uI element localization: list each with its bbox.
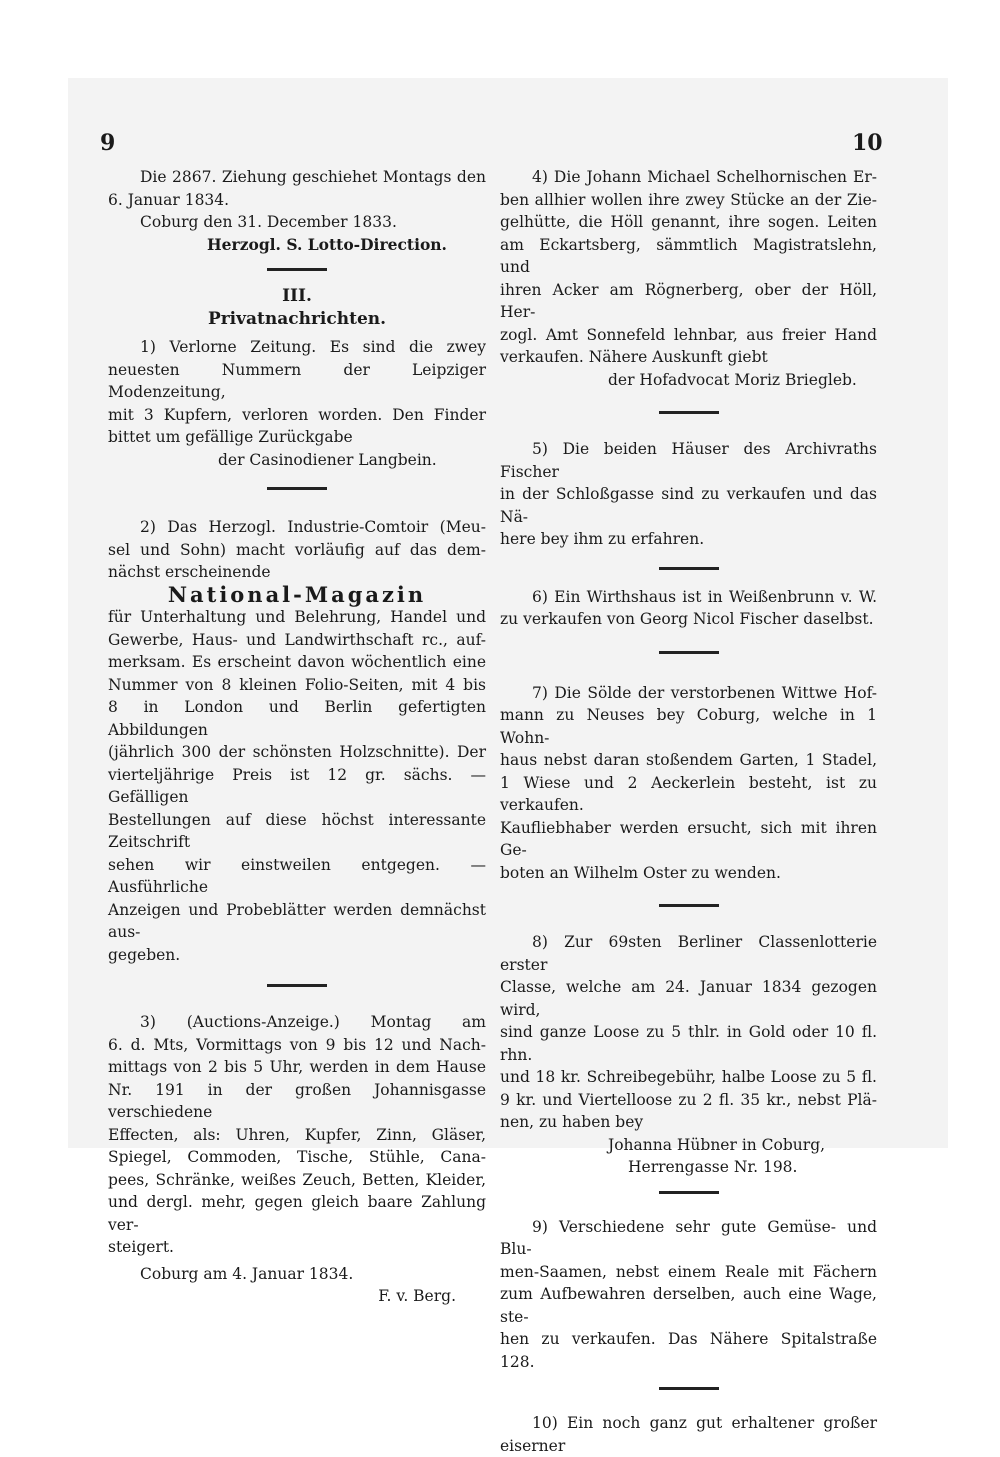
ad-signature-address: Herrengasse Nr. 198.	[628, 1158, 798, 1176]
ad-line: Effecten, als: Uhren, Kupfer, Zinn, Gläser,	[108, 1125, 486, 1144]
ad-line: (jährlich 300 der schönsten Holzschnitte). Der	[108, 743, 486, 761]
ad-line: 8 in London und Berlin gefertigten Abbildungen	[108, 698, 486, 739]
ad-line: 5) Die beiden Häuser des Archivraths Fischer	[500, 440, 877, 481]
ad-line: 1 Wiese und 2 Aeckerlein besteht, ist zu verkaufen.	[500, 773, 877, 814]
ad-line: zu verkaufen von Georg Nicol Fischer daselbst.	[500, 610, 874, 628]
ad-line: am Eckartsberg, sämmtlich Magistratslehn, und	[500, 235, 877, 276]
lottery-notice-line: Die 2867. Ziehung geschiehet Montags den	[140, 168, 486, 186]
place-date: Coburg am 4. Januar 1834.	[140, 1264, 354, 1283]
ad-line: verkaufen. Nähere Auskunft giebt	[500, 348, 768, 366]
ad-line: here bey ihm zu erfahren.	[500, 530, 705, 548]
ad-signature: der Hofadvocat Moriz Briegleb.	[608, 370, 857, 389]
divider	[659, 651, 719, 654]
ad-line: Classe, welche am 24. Januar 1834 gezogen wird,	[500, 978, 877, 1019]
ad-line: mittags von 2 bis 5 Uhr, werden in dem Hause	[108, 1058, 486, 1076]
ad-line: gelhütte, die Höll genannt, ihre sogen. Leiten	[500, 213, 877, 231]
ad-line: sind ganze Loose zu 5 thlr. in Gold oder 10 fl. rhn.	[500, 1023, 877, 1064]
ad-line: boten an Wilhelm Oster zu wenden.	[500, 863, 781, 882]
ad-line: in der Schloßgasse sind zu verkaufen und das Nä-	[500, 485, 877, 526]
divider	[659, 567, 719, 570]
ad-line: gegeben.	[108, 945, 181, 964]
ad-line: 10) Ein noch ganz gut erhaltener großer eiserner	[500, 1414, 877, 1455]
ad-line: 9 kr. und Viertelloose zu 2 fl. 35 kr., nebst Plä-	[500, 1090, 877, 1109]
ad-line: 6) Ein Wirthshaus ist in Weißenbrunn v. W.	[532, 587, 877, 606]
ad-line: Anzeigen und Probeblätter werden demnächst aus-	[108, 900, 486, 941]
ad-line: 9) Verschiedene sehr gute Gemüse- und Blu-	[500, 1217, 877, 1258]
ad-line: nächst erscheinende	[108, 563, 271, 581]
ad-line: Spiegel, Commoden, Tische, Stühle, Cana-	[108, 1148, 486, 1166]
lottery-notice-line: 6. Januar 1834.	[108, 190, 230, 209]
ad-line: nen, zu haben bey	[500, 1113, 644, 1131]
authority-signature: Herzogl. S. Lotto-Direction.	[207, 234, 447, 254]
left-column	[108, 166, 486, 1308]
divider	[659, 1387, 719, 1390]
ad-line: vierteljährige Preis ist 12 gr. sächs. — Gefälligen	[108, 765, 486, 806]
page-number-right: 10	[852, 130, 883, 156]
ad-line: Gewerbe, Haus- und Landwirthschaft rc., auf-	[108, 630, 486, 649]
ad-line: steigert.	[108, 1238, 174, 1256]
ad-line: sehen wir einstweilen entgegen. — Ausführliche	[108, 855, 486, 896]
ad-line: ihren Acker am Rögnerberg, ober der Höll, Her-	[500, 280, 877, 321]
divider	[267, 984, 327, 987]
ad-line: und 18 kr. Schreibegebühr, halbe Loose zu 5 fl.	[500, 1068, 877, 1086]
ad-line: mit 3 Kupfern, verloren worden. Den Finder	[108, 405, 486, 424]
ad-line: Nummer von 8 kleinen Folio-Seiten, mit 4 bis	[108, 675, 486, 694]
magazine-title: National-Magazin	[167, 581, 427, 607]
ad-line: hen zu verkaufen. Das Nähere Spitalstraße 128.	[500, 1330, 877, 1371]
ad-line: 7) Die Sölde der verstorbenen Wittwe Hof-	[532, 683, 877, 702]
ad-line: men-Saamen, nebst einem Reale mit Fächern	[500, 1262, 877, 1281]
section-title: Privatnachrichten.	[207, 308, 387, 329]
ad-signature: F. v. Berg.	[378, 1287, 456, 1305]
ad-line: merksam. Es erscheint davon wöchentlich eine	[108, 653, 486, 671]
ad-line: 8) Zur 69sten Berliner Classenlotterie erster	[500, 933, 877, 974]
ad-line: Bestellungen auf diese höchst interessante Zeitschrift	[108, 810, 486, 851]
ad-line: 3) (Auctions-Anzeige.) Montag am	[140, 1013, 486, 1031]
ad-line: für Unterhaltung und Belehrung, Handel und	[108, 608, 486, 626]
ad-line: zum Aufbewahren derselben, auch eine Wage, ste-	[500, 1285, 877, 1326]
section-numeral: III.	[282, 286, 312, 306]
ad-line: 2) Das Herzogl. Industrie-Comtoir (Meu-	[140, 518, 486, 536]
ad-line: 1) Verlorne Zeitung. Es sind die zwey	[140, 338, 486, 356]
ad-signature: der Casinodiener Langbein.	[218, 450, 437, 469]
divider	[659, 904, 719, 907]
ad-line: neuesten Nummern der Leipziger Modenzeitung,	[108, 360, 486, 401]
divider	[267, 487, 327, 490]
ad-line: ben allhier wollen ihre zwey Stücke an der Zie-	[500, 190, 877, 209]
ad-line: 4) Die Johann Michael Schelhornischen Er-	[532, 168, 877, 186]
ad-line: pees, Schränke, weißes Zeuch, Betten, Kleider,	[108, 1170, 486, 1189]
ad-line: sel und Sohn) macht vorläufig auf das dem-	[108, 540, 486, 559]
ad-line: Kaufliebhaber werden ersucht, sich mit ihren Ge-	[500, 818, 877, 859]
ad-line: Nr. 191 in der großen Johannisgasse verschiedene	[108, 1080, 486, 1121]
divider	[659, 411, 719, 414]
ad-signature: Johanna Hübner in Coburg,	[608, 1135, 826, 1154]
ad-line: mann zu Neuses bey Coburg, welche in 1 Wohn-	[500, 706, 877, 747]
divider	[659, 1191, 719, 1194]
place-date: Coburg den 31. December 1833.	[140, 213, 397, 231]
ad-line: 6. d. Mts, Vormittags von 9 bis 12 und Nach-	[108, 1035, 486, 1054]
ad-line: haus nebst daran stoßendem Garten, 1 Stadel,	[500, 751, 877, 769]
page-number-left: 9	[100, 130, 116, 156]
ad-line: bittet um gefällige Zurückgabe	[108, 428, 353, 446]
section-divider	[267, 268, 327, 271]
right-column	[500, 166, 877, 1457]
ad-line: und dergl. mehr, gegen gleich baare Zahlung ver-	[108, 1193, 486, 1234]
ad-line: zogl. Amt Sonnefeld lehnbar, aus freier Hand	[500, 325, 877, 344]
